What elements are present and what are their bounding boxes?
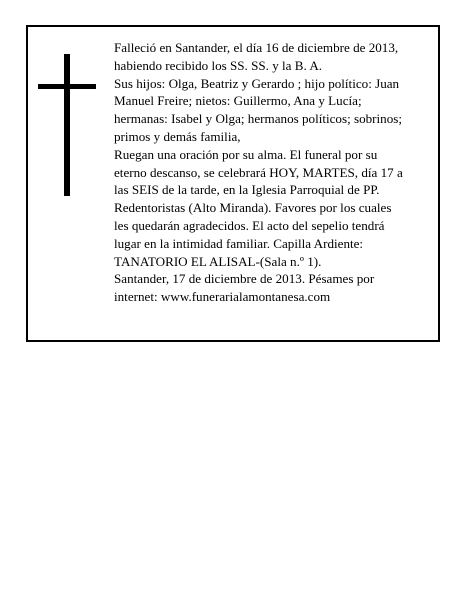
notice-line: Santander, 17 de diciembre de 2013. Pésames por: [114, 271, 375, 287]
notice-line: Falleció en Santander, el día 16 de diciembre de 2013,: [114, 40, 399, 55]
notice-line: primos y demás familia,: [114, 128, 241, 144]
notice-line: TANATORIO EL ALISAL-(Sala n.º 1).: [114, 253, 322, 269]
notice-line: eterno descanso, se celebrará HOY, MARTES, día 17 a: [114, 164, 403, 180]
cross-horizontal-bar: [38, 84, 96, 89]
notice-line: Redentoristas (Alto Miranda). Favores por los cuales: [114, 200, 392, 216]
notice-line: internet: www.funerarialamontanesa.com: [114, 289, 331, 305]
notice-line: Ruegan una oración por su alma. El funeral por su: [114, 146, 378, 162]
notice-line: Sus hijos: Olga, Beatriz y Gerardo ; hijo político: Juan: [114, 75, 400, 91]
notice-line: lugar en la intimidad familiar. Capilla Ardiente:: [114, 235, 364, 251]
notice-line: habiendo recibido los SS. SS. y la B. A.: [114, 57, 323, 73]
notice-line: hermanas: Isabel y Olga; hermanos políticos; sobrinos;: [114, 111, 403, 127]
notice-line: las SEIS de la tarde, en la Iglesia Parroquial de PP.: [114, 182, 380, 198]
obituary-text: [114, 39, 432, 306]
cross-vertical-bar: [64, 54, 70, 196]
notice-line: Manuel Freire; nietos: Guillermo, Ana y Lucía;: [114, 93, 362, 109]
notice-line: les quedarán agradecidos. El acto del sepelio tendrá: [114, 217, 385, 233]
